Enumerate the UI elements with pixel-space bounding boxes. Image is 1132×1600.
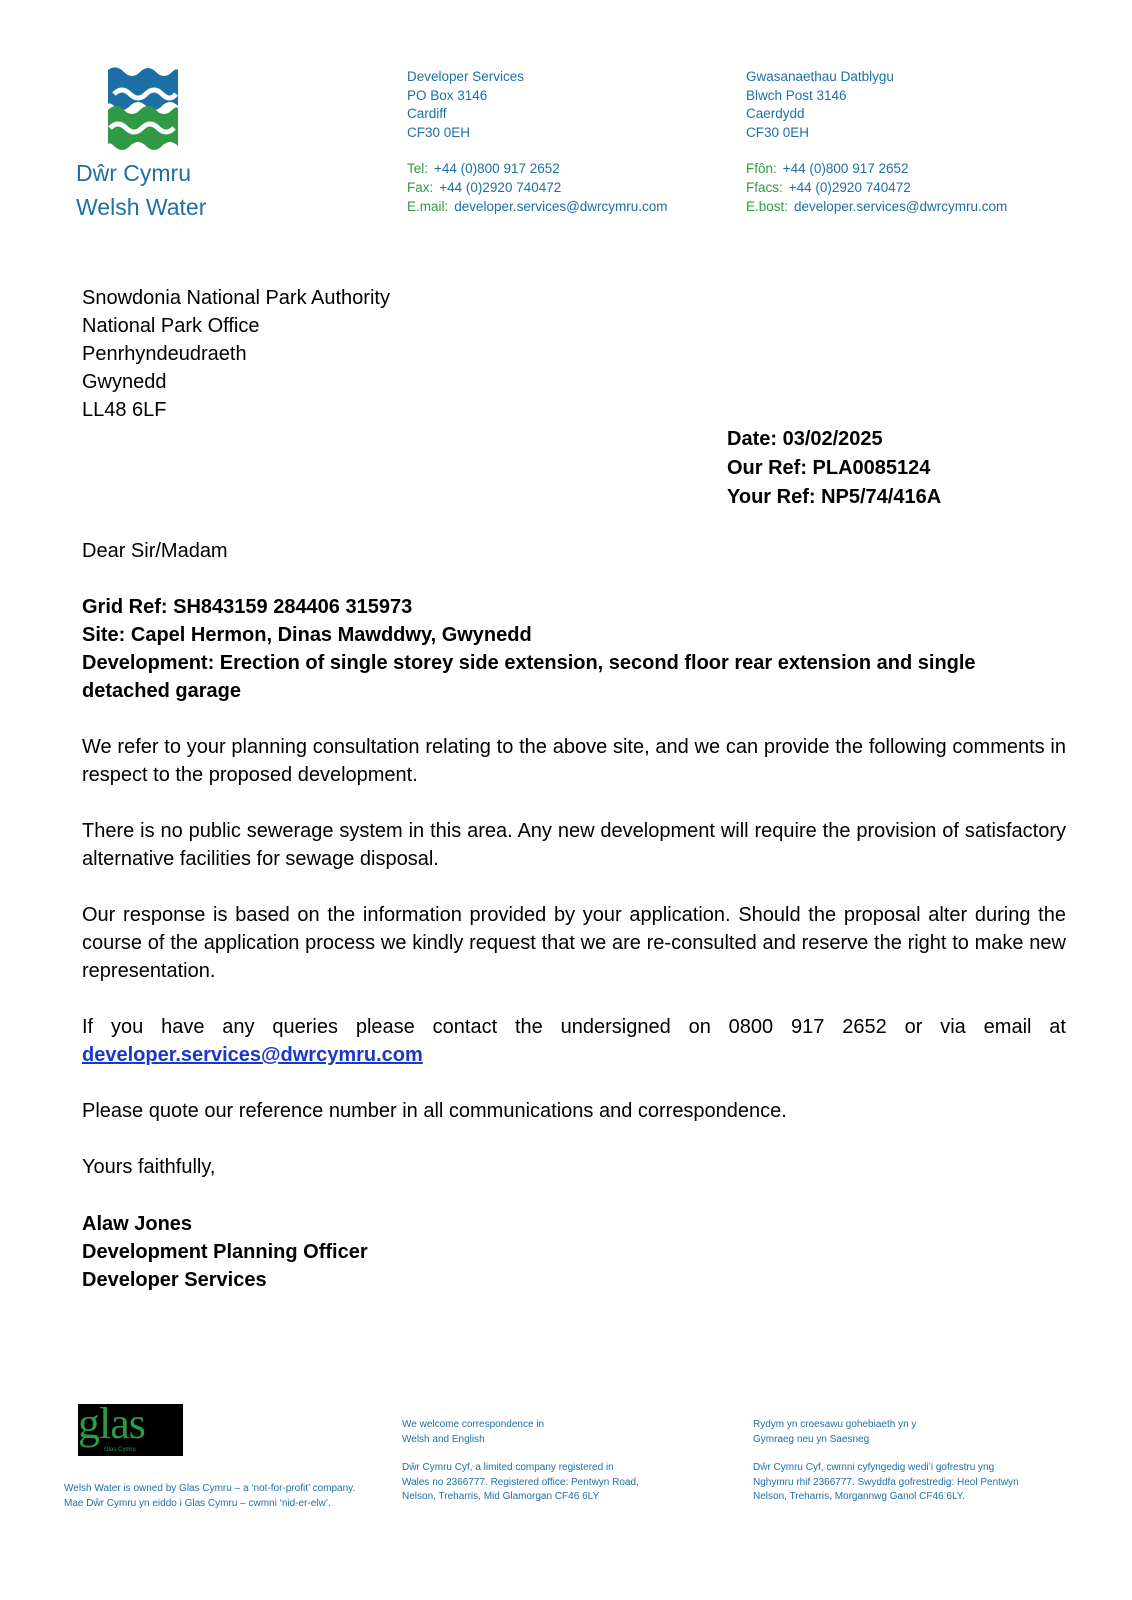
fax-label: Ffacs: [746,179,783,195]
date: Date: 03/02/2025 [727,428,883,450]
footer-line: Nelson, Treharris, Mid Glamorgan CF46 6LY [402,1491,600,1502]
contact-text: If you have any queries please contact the undersigned on 0800 917 2652 or via email at [82,1016,1066,1038]
glas-cymru-logo [78,1404,183,1456]
footer-english [402,1418,672,1505]
signature-block [82,1210,368,1294]
grid-ref: Grid Ref: SH843159 284406 315973 [82,596,413,618]
address-line: CF30 0EH [746,124,810,140]
development: Development: Erection of single storey side extension, second floor rear extension and single detached garage [82,652,976,702]
reference-block [727,425,941,512]
welsh-water-logo [76,66,216,222]
tel-label: Tel: [407,161,429,177]
address-line: CF30 0EH [407,124,471,140]
fax-value: +44 (0)2920 740472 [439,179,562,195]
tel-label: Ffôn: [746,161,777,177]
footer-line: Welsh and English [402,1433,485,1445]
glas-logo-text: glas [78,1404,145,1448]
paragraph-contact [82,1013,1066,1069]
recipient-line: Snowdonia National Park Authority [82,287,390,309]
subject-block [82,593,1066,705]
footer-line: Dŵr Cymru Cyf, a limited company registered in [402,1462,614,1473]
signatory-name: Alaw Jones [82,1213,193,1235]
your-ref: Your Ref: NP5/74/416A [727,486,942,508]
recipient-line: National Park Office [82,315,260,337]
paragraph: Our response is based on the information provided by your application. Should the proposal alter during the course of the application process we kindly request that we are re-consulted and reserve the right to make new representation. [82,904,1066,982]
recipient-line: LL48 6LF [82,399,167,421]
email-line [407,198,707,217]
email-line [746,198,1066,217]
signatory-title: Development Planning Officer [82,1241,368,1263]
address-line: Blwch Post 3146 [746,87,847,103]
address-line: Developer Services [407,69,525,84]
logo-text-welsh: Dŵr Cymru [76,160,191,186]
fax-line [407,179,707,198]
email-label: E.bost: [746,198,789,214]
footer-line: Welsh Water is owned by Glas Cymru – a ‘not-for-profit’ company. [64,1483,356,1494]
logo-text-english: Welsh Water [76,194,207,220]
tel-line [407,160,707,179]
contact-email-link[interactable]: developer.services@dwrcymru.com [82,1044,423,1066]
water-waves-icon [106,66,180,154]
recipient-line: Penrhyndeudraeth [82,343,247,365]
site: Site: Capel Hermon, Dinas Mawddwy, Gwynedd [82,624,532,646]
fax-label: Fax: [407,179,434,195]
recipient-line: Gwynedd [82,371,167,393]
footer-line: Rydym yn croesawu gohebiaeth yn y [753,1419,917,1430]
tel-line [746,160,1066,179]
fax-line [746,179,1066,198]
our-ref: Our Ref: PLA0085124 [727,457,931,479]
address-line: PO Box 3146 [407,87,488,103]
header-contact-english [407,68,707,216]
tel-value: +44 (0)800 917 2652 [434,161,560,177]
address-line: Caerdydd [746,106,805,122]
paragraph: Please quote our reference number in all communications and correspondence. [82,1100,787,1122]
footer-line: Nghymru rhif 2366777. Swyddfa gofrestredig: Heol Pentwyn [753,1476,1019,1488]
footer-line: Gymraeg neu yn Saesneg [753,1433,870,1445]
footer-line: Nelson, Treharris, Morgannwg Ganol CF46 6LY. [753,1491,965,1502]
footer-ownership [64,1482,394,1511]
footer-line: Wales no 2366777. Registered office: Pentwyn Road, [402,1476,639,1488]
email-label: E.mail: [407,198,449,214]
letter-body [82,537,1066,1209]
footer-welsh [753,1418,1053,1505]
closing: Yours faithfully, [82,1156,216,1178]
address-line: Cardiff [407,106,447,122]
header-contact-welsh [746,68,1066,216]
fax-value: +44 (0)2920 740472 [788,179,911,195]
signatory-department: Developer Services [82,1269,267,1291]
footer-line: Dŵr Cymru Cyf, cwmni cyfyngedig wedi’i gofrestru yng [753,1462,995,1473]
tel-value: +44 (0)800 917 2652 [782,161,909,177]
glas-logo-tagline: Glas Cymru [104,1447,136,1453]
email-value[interactable]: developer.services@dwrcymru.com [454,198,668,214]
paragraph: We refer to your planning consultation relating to the above site, and we can provide the following comments in respect to the proposed development. [82,736,1066,786]
recipient-address [82,284,390,424]
footer-line: We welcome correspondence in [402,1419,545,1430]
salutation: Dear Sir/Madam [82,540,228,562]
paragraph: There is no public sewerage system in this area. Any new development will require the provision of satisfactory alternative facilities for sewage disposal. [82,820,1066,870]
address-line: Gwasanaethau Datblygu [746,69,894,84]
email-value[interactable]: developer.services@dwrcymru.com [794,198,1008,214]
footer-line: Mae Dŵr Cymru yn eiddo i Glas Cymru – cwmni ‘nid-er-elw’. [64,1497,331,1509]
